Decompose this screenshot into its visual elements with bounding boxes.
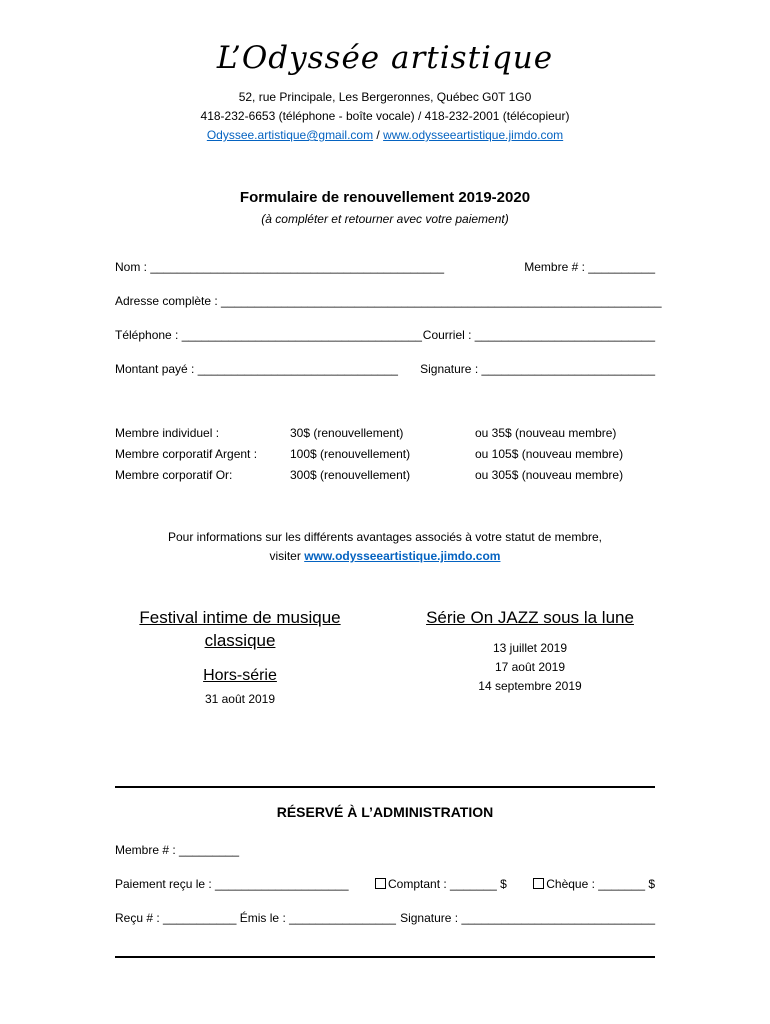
info-line2 [115,547,655,566]
admin-row-recu [115,911,655,926]
membership-label: Membre corporatif Or: [115,468,233,482]
adresse-field: Adresse complète : __________________________________________________________________ [115,294,662,308]
membership-new-price: ou 105$ (nouveau membre) [475,447,624,461]
admin-paiement-date-field: Paiement reçu le : ____________________ [115,877,349,891]
form-subtitle: (à compléter et retourner avec votre paiement) [261,212,509,226]
header-contact-block [115,88,655,145]
event-festival-column [115,606,365,706]
document-content [115,0,662,958]
info-line1: Pour informations sur les différents avantages associés à votre statut de membre, [168,530,602,544]
courriel-field: Courriel : ___________________________ [422,328,655,342]
event-festival-subtitle: Hors-série [203,667,277,684]
admin-comptant-field: Comptant : _______ $ [388,877,507,891]
event-jazz-dates [405,639,655,696]
admin-section-divider-bottom [115,956,655,958]
comptant-checkbox[interactable] [375,878,386,889]
membership-label: Membre individuel : [115,426,220,440]
admin-cheque-group [533,877,655,892]
admin-comptant-group [375,877,507,892]
form-fields-section [115,260,662,377]
membership-new-price: ou 305$ (nouveau membre) [475,468,624,482]
header-links [115,126,655,145]
admin-row-paiement [115,877,655,892]
website-link[interactable]: www.odysseeartistique.jimdo.com [383,128,564,142]
event-festival-date: 31 août 2019 [204,692,276,706]
event-festival-title: Festival intime de musique classique [139,608,341,650]
membre-number-field: Membre # : __________ [524,260,655,274]
info-paragraph [115,528,655,566]
admin-signature-field: Signature : _____________________________ [400,911,655,925]
form-row-adresse [115,294,662,309]
cheque-checkbox[interactable] [533,878,544,889]
montant-field: Montant payé : ______________________________ [115,362,398,376]
membership-row-corporatif-or [115,465,655,486]
email-link[interactable]: Odyssee.artistique@gmail.com [206,128,374,142]
form-title: Formulaire de renouvellement 2019-2020 [239,189,531,206]
event-jazz-date: 14 septembre 2019 [478,679,582,693]
membership-row-corporatif-argent [115,444,655,465]
admin-recu-emis-field: Reçu # : ___________ Émis le : ________________ [115,911,396,925]
event-jazz-title: Série On JAZZ sous la lune [426,608,634,627]
header-address: 52, rue Principale, Les Bergeronnes, Québec G0T 1G0 [238,90,532,104]
admin-section-divider-top [115,786,655,788]
form-row-montant [115,362,655,377]
signature-field: Signature : __________________________ [420,362,655,376]
admin-section-title: RÉSERVÉ À L’ADMINISTRATION [276,804,494,820]
link-separator: / [373,128,384,142]
form-row-nom [115,260,655,275]
info-line2-prefix: visiter [269,549,305,563]
membership-renewal-price: 100$ (renouvellement) [290,447,411,461]
membership-row-individuel [115,423,655,444]
admin-membre-number-field: Membre # : _________ [115,843,240,857]
event-jazz-date: 13 juillet 2019 [492,641,568,655]
telephone-field: Téléphone : ____________________________________ [115,328,422,342]
event-jazz-column [405,606,655,706]
form-row-telephone [115,328,655,343]
info-website-link[interactable]: www.odysseeartistique.jimdo.com [304,549,501,563]
membership-renewal-price: 300$ (renouvellement) [290,468,411,482]
membership-new-price: ou 35$ (nouveau membre) [475,426,617,440]
admin-row-membre [115,843,655,858]
admin-cheque-field: Chèque : _______ $ [546,877,655,891]
membership-label: Membre corporatif Argent : [115,447,258,461]
events-section [115,606,655,706]
nom-field: Nom : ____________________________________________ [115,260,444,274]
event-jazz-date: 17 août 2019 [494,660,566,674]
membership-price-table [115,423,655,486]
logo-text: L’Odyssée artistique [216,40,554,76]
membership-renewal-price: 30$ (renouvellement) [290,426,404,440]
header-phone: 418-232-6653 (téléphone - boîte vocale) / 418-232-2001 (télécopieur) [200,109,570,123]
